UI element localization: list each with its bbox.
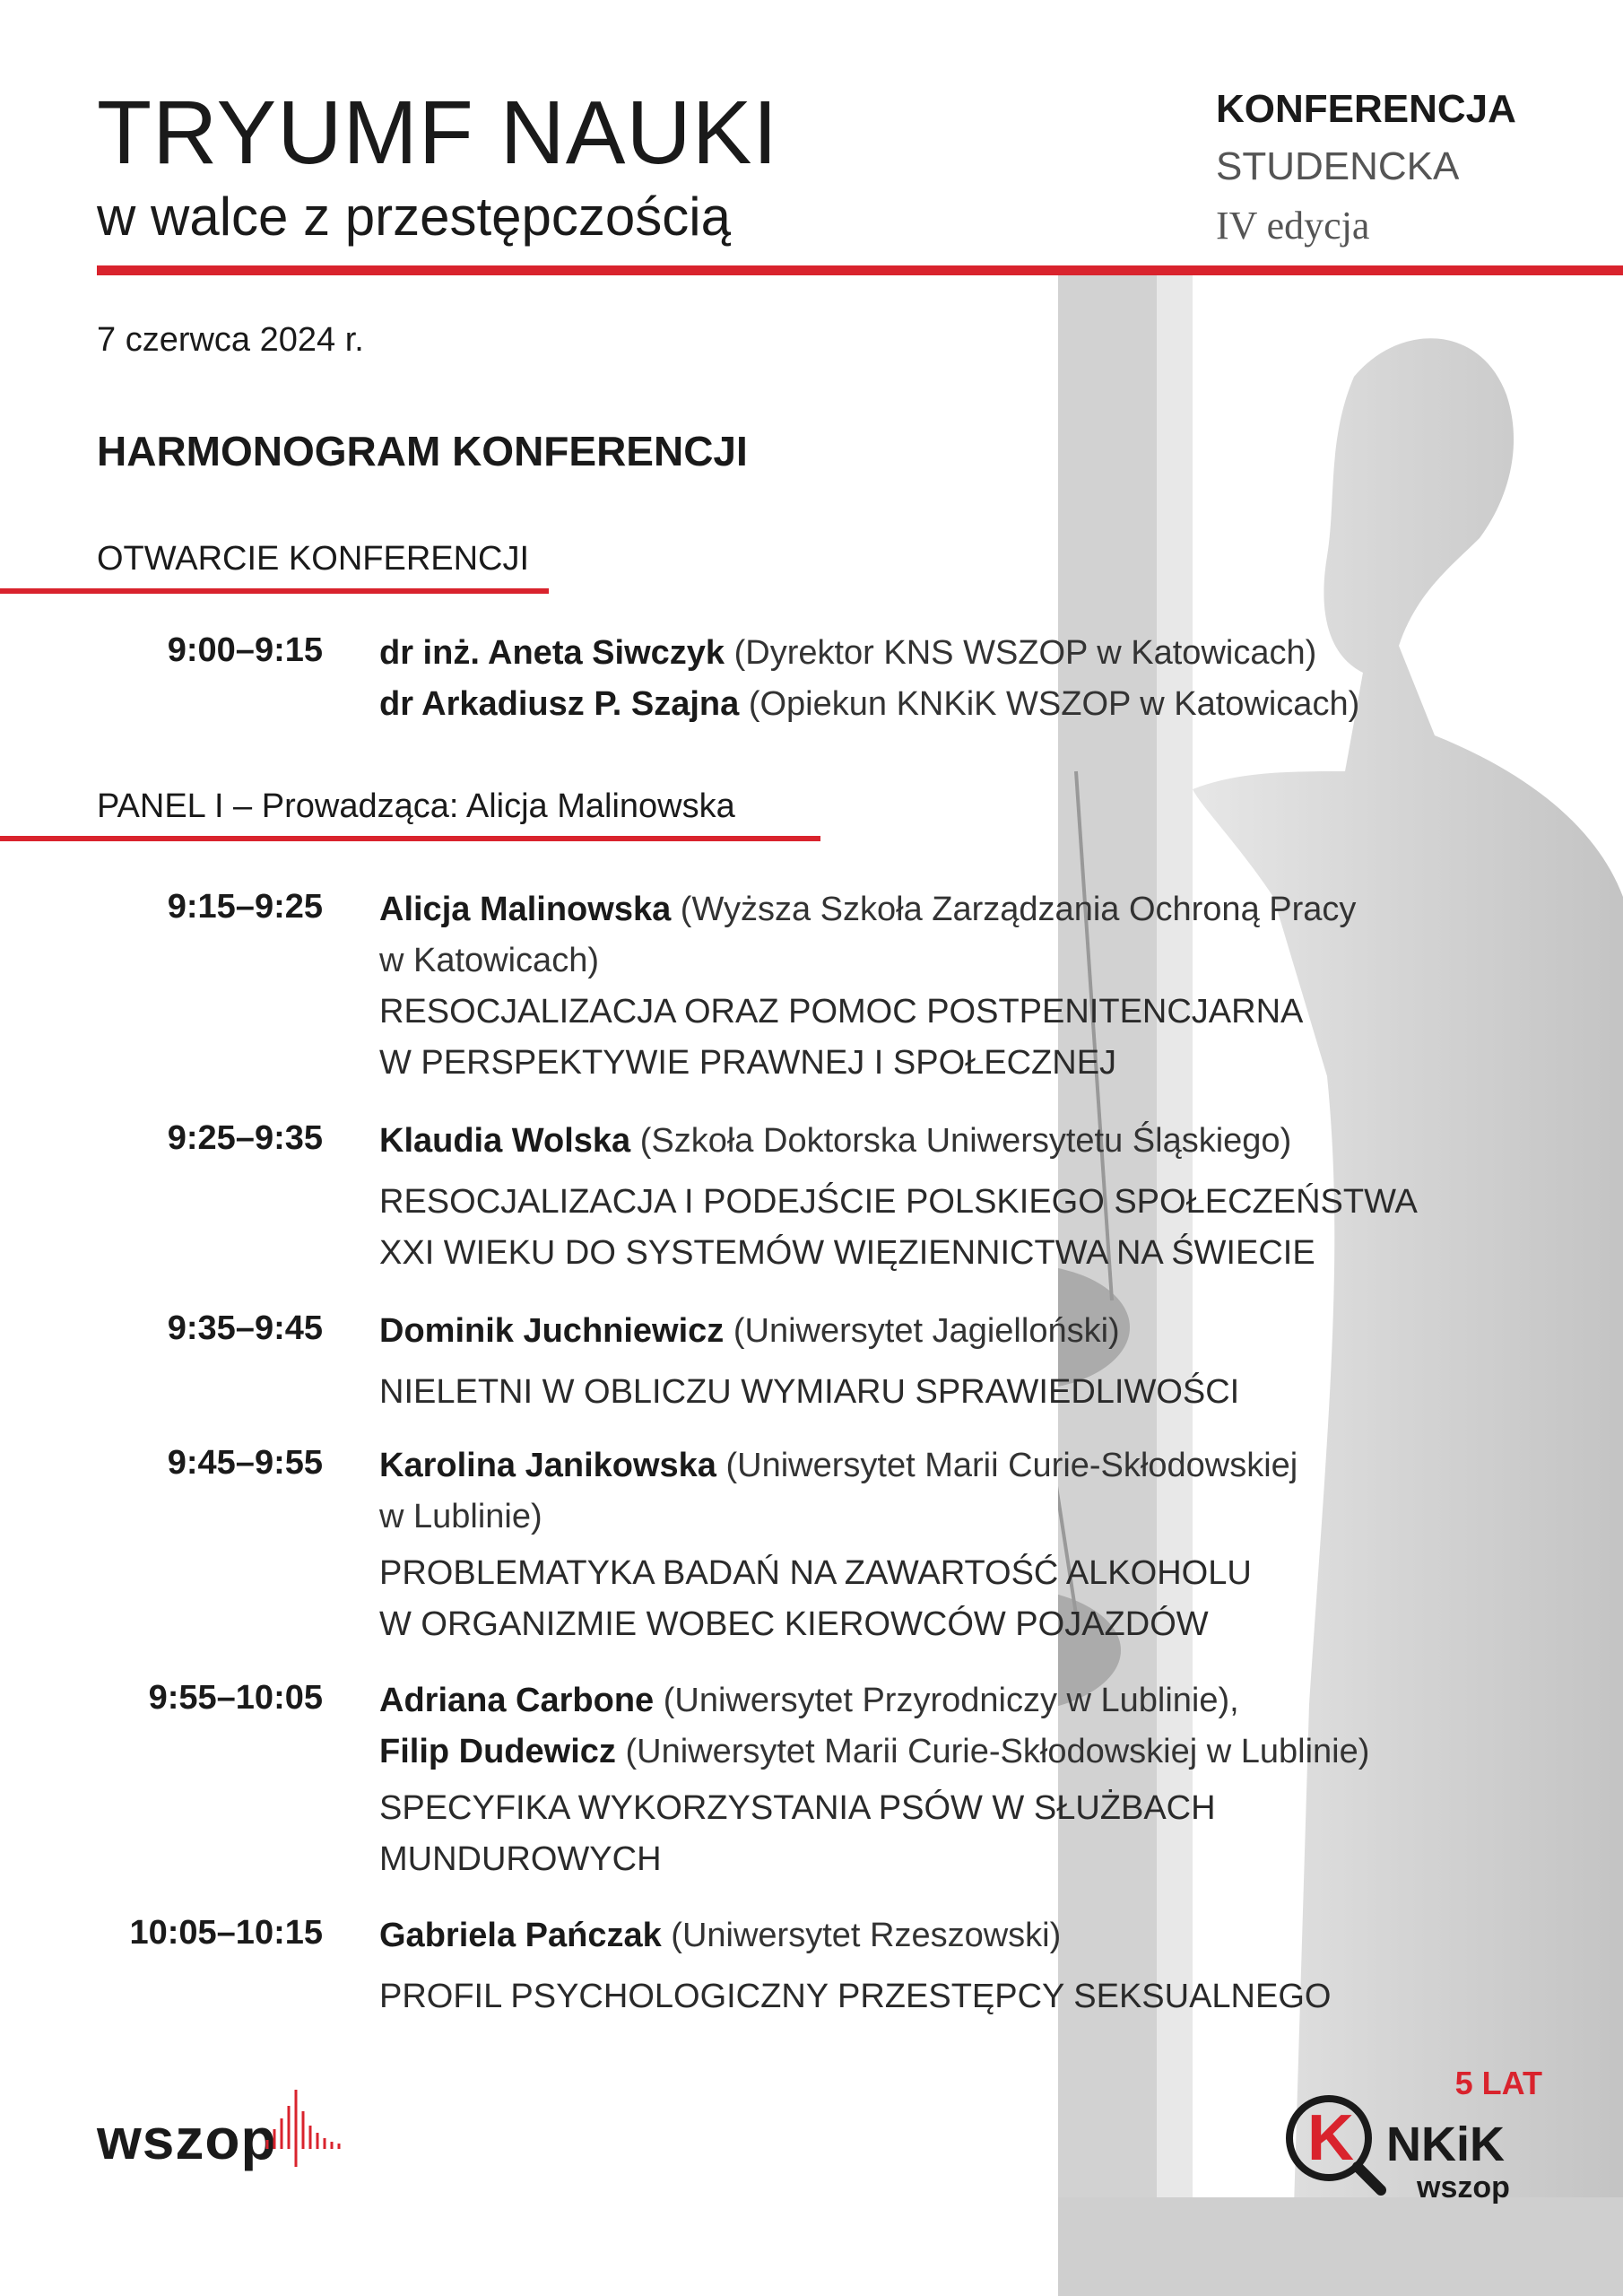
talk-title bbox=[379, 1548, 1545, 1650]
conference-label bbox=[1216, 87, 1516, 248]
wszop-logo-icon bbox=[264, 2086, 353, 2167]
wszop-logo-text: wszop bbox=[97, 2107, 277, 2171]
speaker-entry bbox=[379, 1440, 1545, 1543]
knkik-logo bbox=[1273, 2054, 1542, 2215]
talk-title-line: RESOCJALIZACJA I PODEJŚCIE POLSKIEGO SPOŁECZEŃSTWA bbox=[379, 1183, 1418, 1221]
speaker-affiliation: (Uniwersytet Jagielloński) bbox=[733, 1312, 1120, 1350]
speaker-name: Gabriela Pańczak bbox=[379, 1917, 662, 1954]
speaker-entry bbox=[379, 1910, 1545, 1961]
talk-title bbox=[379, 1367, 1545, 1418]
talk-title bbox=[379, 1971, 1545, 2022]
speaker-entry bbox=[379, 1306, 1545, 1357]
talk-title-line: XXI WIEKU DO SYSTEMÓW WIĘZIENNICTWA NA ŚWIECIE bbox=[379, 1234, 1315, 1272]
opening-heading: OTWARCIE KONFERENCJI bbox=[97, 540, 530, 578]
speaker-name: Adriana Carbone bbox=[379, 1682, 655, 1719]
speaker-affiliation-cont: w Katowicach) bbox=[379, 942, 599, 979]
panel-heading: PANEL I – Prowadząca: Alicja Malinowska bbox=[97, 787, 735, 825]
knkik-logo-letter: K bbox=[1307, 2102, 1354, 2174]
conference-edition: IV edycja bbox=[1216, 204, 1370, 248]
speaker-name: Alicja Malinowska bbox=[379, 891, 672, 928]
talk-title-line: W PERSPEKTYWIE PRAWNEJ I SPOŁECZNEJ bbox=[379, 1044, 1117, 1082]
speaker-entry bbox=[379, 884, 1545, 987]
time-slot: 10:05–10:15 bbox=[129, 1914, 323, 1952]
talk-title-line: W ORGANIZMIE WOBEC KIEROWCÓW POJAZDÓW bbox=[379, 1605, 1209, 1643]
time-slot: 9:35–9:45 bbox=[167, 1309, 323, 1347]
page-subtitle: w walce z przestępczością bbox=[97, 187, 731, 247]
knkik-logo-subtext: wszop bbox=[1417, 2170, 1510, 2205]
opening-heading-underline bbox=[0, 588, 549, 594]
talk-title-line: PROBLEMATYKA BADAŃ NA ZAWARTOŚĆ ALKOHOLU bbox=[379, 1554, 1252, 1592]
time-slot: 9:15–9:25 bbox=[167, 888, 323, 926]
speaker-affiliation-cont: w Lublinie) bbox=[379, 1498, 542, 1535]
talk-title-line: SPECYFIKA WYKORZYSTANIA PSÓW W SŁUŻBACH bbox=[379, 1789, 1216, 1827]
time-slot: 9:00–9:15 bbox=[167, 631, 323, 669]
speaker-entry bbox=[379, 1675, 1545, 1778]
speaker-entry bbox=[379, 628, 1545, 730]
speaker-name: Filip Dudewicz bbox=[379, 1733, 616, 1770]
speaker-affiliation: (Uniwersytet Marii Curie-Skłodowskiej bbox=[725, 1447, 1298, 1484]
talk-title bbox=[379, 987, 1545, 1089]
speaker-affiliation: (Dyrektor KNS WSZOP w Katowicach) bbox=[733, 634, 1317, 672]
talk-title-line: NIELETNI W OBLICZU WYMIARU SPRAWIEDLIWOŚCI bbox=[379, 1373, 1240, 1411]
time-slot: 9:25–9:35 bbox=[167, 1119, 323, 1157]
speaker-entry bbox=[379, 1116, 1545, 1167]
speaker-affiliation: (Uniwersytet Marii Curie-Skłodowskiej w Lublinie) bbox=[625, 1733, 1370, 1770]
talk-title-line: MUNDUROWYCH bbox=[379, 1840, 662, 1878]
speaker-name: Klaudia Wolska bbox=[379, 1122, 631, 1160]
page-title: TRYUMF NAUKI bbox=[97, 83, 779, 183]
speaker-affiliation: (Wyższa Szkoła Zarządzania Ochroną Pracy bbox=[680, 891, 1357, 928]
schedule-title: HARMONOGRAM KONFERENCJI bbox=[97, 428, 748, 474]
speaker-affiliation: (Uniwersytet Przyrodniczy w Lublinie), bbox=[663, 1682, 1239, 1719]
speaker-affiliation: (Szkoła Doktorska Uniwersytetu Śląskiego) bbox=[639, 1122, 1292, 1160]
talk-title bbox=[379, 1177, 1545, 1279]
speaker-affiliation: (Uniwersytet Rzeszowski) bbox=[671, 1917, 1062, 1954]
speaker-name: Karolina Janikowska bbox=[379, 1447, 716, 1484]
anniversary-badge: 5 LAT bbox=[1454, 2065, 1542, 2101]
time-slot: 9:55–10:05 bbox=[148, 1679, 323, 1717]
knkik-logo-text: NKiK bbox=[1386, 2118, 1505, 2171]
conference-date: 7 czerwca 2024 r. bbox=[97, 321, 364, 359]
speaker-name: dr Arkadiusz P. Szajna bbox=[379, 685, 740, 723]
conference-label-line1: KONFERENCJA bbox=[1216, 87, 1516, 131]
speaker-name: dr inż. Aneta Siwczyk bbox=[379, 634, 725, 672]
panel-heading-underline bbox=[0, 836, 820, 841]
wszop-logo bbox=[97, 2079, 357, 2178]
header-divider bbox=[97, 265, 1623, 275]
time-slot: 9:45–9:55 bbox=[167, 1444, 323, 1482]
conference-label-line2: STUDENCKA bbox=[1216, 144, 1460, 188]
talk-title bbox=[379, 1783, 1545, 1885]
talk-title-line: PROFIL PSYCHOLOGICZNY PRZESTĘPCY SEKSUALNEGO bbox=[379, 1978, 1332, 2015]
talk-title-line: RESOCJALIZACJA ORAZ POMOC POSTPENITENCJARNA bbox=[379, 993, 1304, 1031]
speaker-affiliation: (Opiekun KNKiK WSZOP w Katowicach) bbox=[748, 685, 1360, 723]
speaker-name: Dominik Juchniewicz bbox=[379, 1312, 725, 1350]
